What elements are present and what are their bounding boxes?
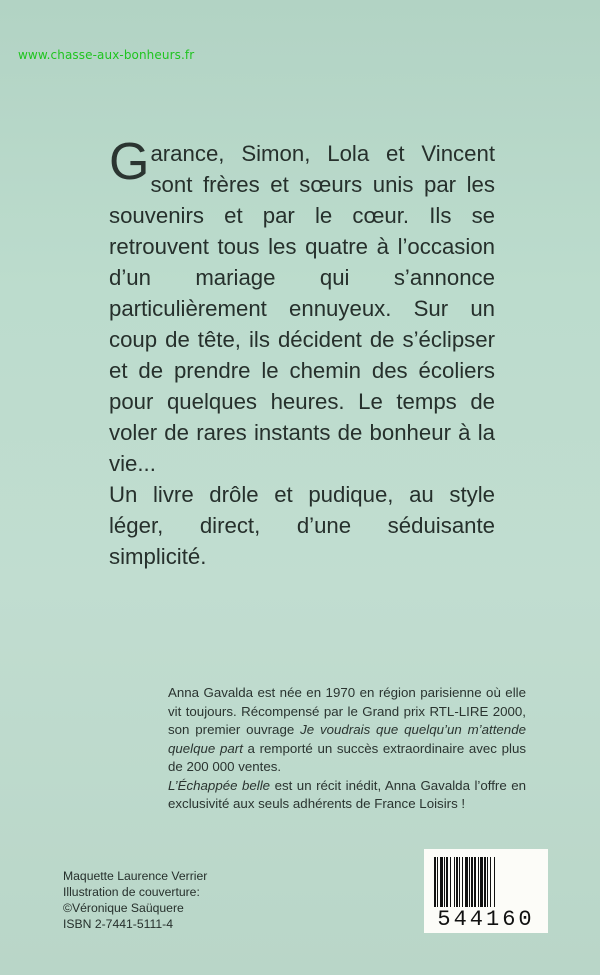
bio-text: a remporté un succès extraordinaire avec plus de 200 000 ventes.: [168, 740, 526, 774]
barcode: [424, 849, 548, 933]
blurb-tagline: Un livre drôle et pudique, au style léger, direct, d’une séduisante simplicité.: [109, 482, 495, 569]
credit-illustrator: ©Véronique Saüquere: [63, 901, 184, 915]
book-title-reference: Je voudrais que quelqu’un m’attende quelque part: [168, 722, 526, 756]
bio-paragraph-2: [158, 777, 526, 814]
bio-text: Anna Gavalda est née en 1970 en région parisienne où elle vit toujours. Récompensé par le Grand prix RTL-LIRE 2000, son premier ouvrage: [168, 685, 526, 737]
isbn: ISBN 2-7441-5111-4: [63, 917, 173, 931]
credit-illustration-label: Illustration de couverture:: [63, 885, 200, 899]
book-title-reference: L’Échappée belle: [168, 777, 271, 793]
author-bio: [158, 684, 526, 814]
blurb-lead-text: arance, Simon, Lola et Vincent sont frères et sœurs unis par les souvenirs et par le cœur. Ils se retrouvent tous les quatre à l’occasion d’un mariage qui s’annonce particulièrement ennuyeux. Sur un coup de tête, ils décident de s’éclipser et de prendre le chemin des écoliers pour quelques heures. Le temps de voler de rares instants de bonheur à la vie...: [109, 141, 495, 476]
blurb: [109, 133, 495, 572]
drop-cap: G: [109, 133, 150, 191]
watermark-url: www.chasse-aux-bonheurs.fr: [18, 48, 195, 62]
bio-paragraph-1: [158, 684, 526, 777]
barcode-bars: [434, 857, 538, 907]
credits: [63, 868, 207, 932]
blurb-main-paragraph: [109, 133, 495, 479]
barcode-bar: [494, 857, 495, 907]
credit-design: Maquette Laurence Verrier: [63, 869, 208, 883]
bio-text: est un récit inédit, Anna Gavalda l’offre en exclusivité aux seuls adhérents de France Loisirs !: [168, 777, 526, 811]
barcode-number: 544160: [437, 907, 535, 932]
